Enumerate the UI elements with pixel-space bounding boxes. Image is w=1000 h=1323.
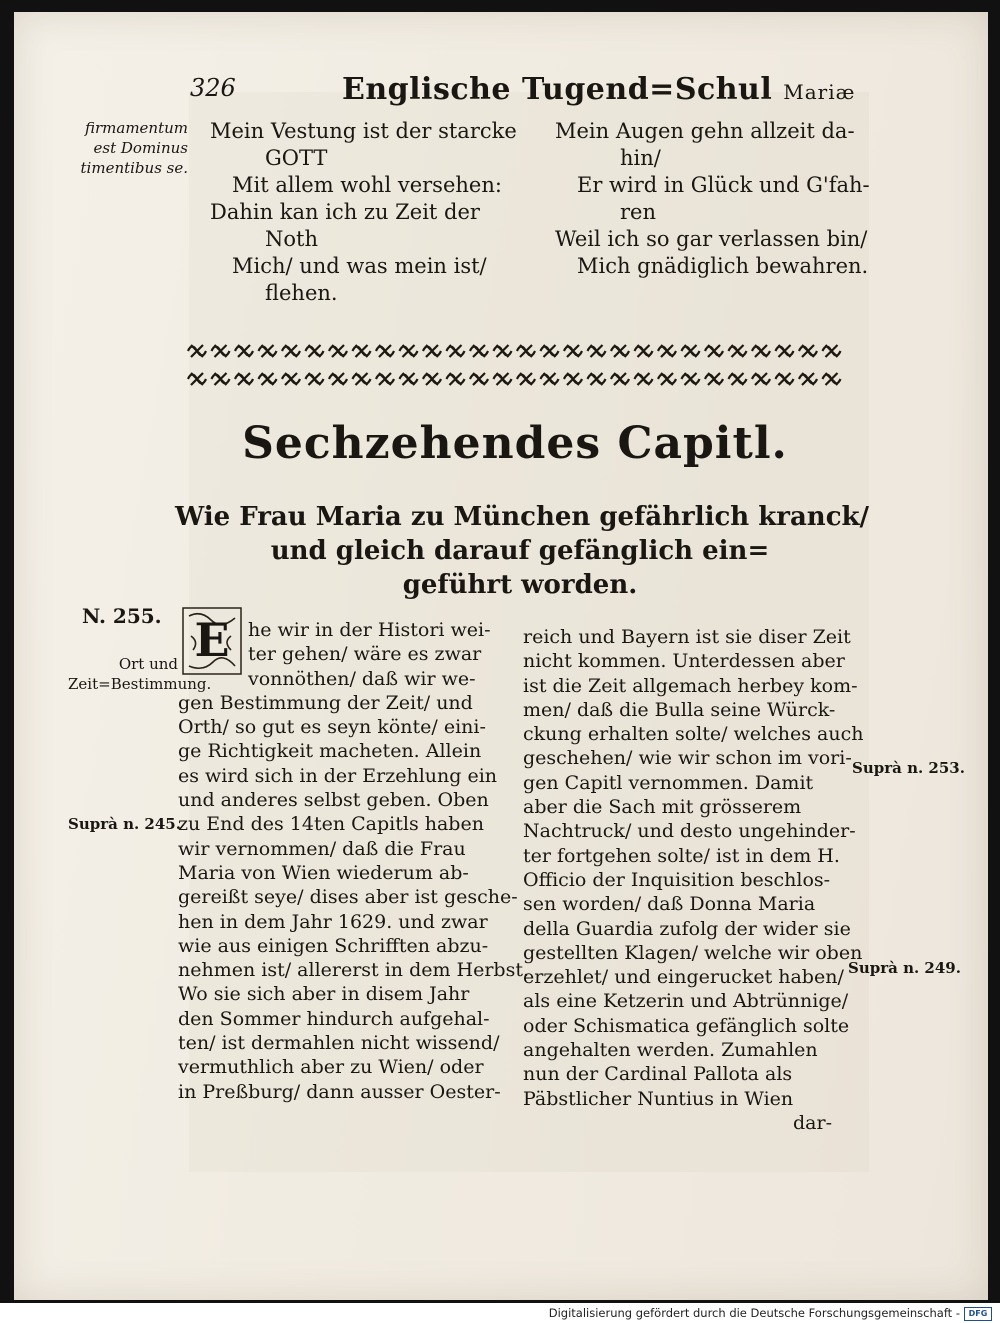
dfg-logo: DFG [964, 1307, 992, 1321]
ornament-glyph [752, 345, 770, 357]
verse-left [210, 118, 520, 307]
verse-line: Mich/ und was mein ist/ [232, 254, 487, 278]
text-line: ckung erhalten solte/ welches auch [523, 723, 864, 746]
text-line: Officio der Inquisition beschlos- [523, 868, 831, 891]
ornament-glyph [353, 345, 371, 357]
ornament-glyph [564, 373, 582, 385]
text-line: gen Capitl vernommen. Damit [523, 771, 814, 794]
ornament-glyph [423, 345, 441, 357]
text-line: reich und Bayern ist sie diser Zeit [523, 626, 851, 648]
verse-line: flehen. [265, 281, 338, 305]
text-line: ten/ ist dermahlen nicht wissend/ [178, 1032, 500, 1055]
ornament-glyph [306, 345, 324, 357]
ornament-glyph [799, 373, 817, 385]
ornament-glyph [705, 373, 723, 385]
ornament-glyph [447, 373, 465, 385]
ornament-glyph [517, 373, 535, 385]
ornament-glyph [635, 345, 653, 357]
ornament-glyph [212, 345, 230, 357]
ornament-glyph [494, 373, 512, 385]
text-line: hen in dem Jahr 1629. und zwar [178, 910, 488, 933]
text-line: ter fortgehen solte/ ist in dem H. [523, 844, 840, 867]
ornamental-border [185, 335, 857, 399]
text-line: geschehen/ wie wir schon im vori- [523, 747, 852, 770]
ornament-glyph [752, 373, 770, 385]
ornament-glyph [470, 373, 488, 385]
running-title-caps: Mariæ [783, 80, 856, 104]
text-line: aber die Sach mit grösserem [523, 796, 802, 819]
ornament-glyph [376, 373, 394, 385]
ornament-glyph [212, 373, 230, 385]
text-line: zu End des 14ten Capitls haben [178, 813, 484, 836]
text-line: Päbstlicher Nuntius in Wien [523, 1087, 794, 1110]
ornament-glyph [259, 345, 277, 357]
ornament-glyph [588, 345, 606, 357]
verse-line: Weil ich so gar verlassen bin/ [555, 227, 868, 251]
ornament-glyph [494, 345, 512, 357]
text-line: men/ daß die Bulla seine Würck- [523, 698, 836, 721]
ornament-glyph [329, 373, 347, 385]
verse-line: GOTT [265, 146, 328, 170]
verse-line: Er wird in Glück und G'fah- [577, 173, 870, 197]
ornament-glyph [282, 373, 300, 385]
ornament-glyph [541, 345, 559, 357]
text-line: he wir in der Histori wei- [248, 619, 491, 641]
text-column-right [523, 625, 864, 1135]
ornament-glyph [588, 373, 606, 385]
margin-latin-line: est Dominus [93, 139, 188, 157]
ornament-glyph [306, 373, 324, 385]
text-line: della Guardia zufolg der wider sie [523, 917, 851, 940]
text-line: nicht kommen. Unterdessen aber [523, 650, 845, 673]
text-line: wir vernommen/ daß die Frau [178, 837, 466, 860]
margin-note-supra-245: Suprà n. 245. [68, 815, 181, 833]
text-line: oder Schismatica gefänglich solte [523, 1014, 850, 1037]
verse-line: Dahin kan ich zu Zeit der [210, 200, 480, 224]
verse-right [555, 118, 870, 280]
margin-note-supra-253: Suprà n. 253. [852, 759, 965, 777]
running-title-text: Englische Tugend=Schul [342, 72, 773, 107]
text-line: Wo sie sich aber in disem Jahr [178, 983, 470, 1006]
text-line: nehmen ist/ allererst in dem Herbst. [178, 959, 530, 982]
running-head [0, 72, 1000, 112]
ornament-glyph [188, 373, 206, 385]
margin-latin-note [72, 118, 188, 178]
subtitle-line: geführt worden. [402, 570, 638, 600]
ornament-glyph [799, 345, 817, 357]
ornament-glyph [423, 373, 441, 385]
ornament-glyph [658, 345, 676, 357]
chapter-subtitle [175, 500, 870, 602]
margin-number: N. 255. [82, 604, 162, 628]
text-line: ge Richtigkeit macheten. Allein [178, 740, 482, 763]
footer-bar [0, 1303, 1000, 1323]
ornament-glyph [353, 373, 371, 385]
text-line: vonnöthen/ daß wir we- [248, 667, 476, 690]
margin-note-ort: Ort und Zeit=Bestimmung. [68, 655, 212, 693]
ornament-glyph [400, 345, 418, 357]
text-line: gereißt seye/ dises aber ist gesche- [178, 886, 518, 909]
text-line: Maria von Wien wiederum ab- [178, 861, 469, 884]
ornament-glyph [823, 373, 841, 385]
ornament-glyph [682, 345, 700, 357]
ornament-glyph [729, 345, 747, 357]
ornament-glyph [400, 373, 418, 385]
ornament-glyph [658, 373, 676, 385]
text-line: Nachtruck/ und desto ungehinder- [523, 820, 856, 843]
text-line: ter gehen/ wäre es zwar [248, 643, 482, 666]
text-line: wie aus einigen Schrifften abzu- [178, 934, 489, 957]
verse-line: hin/ [620, 146, 661, 170]
ornament-glyph [635, 373, 653, 385]
text-column-left [178, 618, 530, 1104]
text-line: dar- [793, 1111, 832, 1134]
ornament-glyph [376, 345, 394, 357]
page-number: 326 [190, 74, 236, 102]
dropcap-letter: E [194, 613, 230, 667]
text-line: es wird sich in der Erzehlung ein [178, 764, 498, 787]
text-line: in Preßburg/ dann ausser Oester- [178, 1080, 501, 1103]
ornament-glyph [329, 345, 347, 357]
text-line: sen worden/ daß Donna Maria [523, 893, 816, 916]
ornament-glyph [282, 345, 300, 357]
text-line: angehalten werden. Zumahlen [523, 1039, 818, 1062]
ornament-glyph [259, 373, 277, 385]
chapter-title: Sechzehendes Capitl. [242, 418, 788, 469]
text-line: ist die Zeit allgemach herbey kom- [523, 674, 858, 697]
ornament-glyph [188, 345, 206, 357]
ornament-glyph [705, 345, 723, 357]
subtitle-line: und gleich darauf gefänglich ein= [270, 536, 770, 566]
text-line: gen Bestimmung der Zeit/ und [178, 691, 473, 714]
margin-latin-line: firmamentum [84, 119, 188, 137]
text-line: Orth/ so gut es seyn könte/ eini- [178, 716, 486, 739]
ornament-glyph [235, 345, 253, 357]
text-line: gestellten Klagen/ welche wir oben [523, 941, 863, 964]
verse-line: Mein Vestung ist der starcke [210, 119, 517, 143]
subtitle-line: Wie Frau Maria zu München gefährlich kranck/ [175, 502, 870, 532]
running-title [342, 72, 855, 107]
ornament-glyph [564, 345, 582, 357]
ornament-glyph [729, 373, 747, 385]
verse-line: Mit allem wohl versehen: [232, 173, 502, 197]
text-line: erzehlet/ und eingerucket haben/ [523, 966, 844, 989]
margin-note-supra-249: Suprà n. 249. [848, 959, 961, 977]
ornament-glyph [823, 345, 841, 357]
ornament-glyph [611, 345, 629, 357]
footer-credit: Digitalisierung gefördert durch die Deutsche Forschungsgemeinschaft - [548, 1306, 960, 1320]
verse-line: Noth [265, 227, 318, 251]
verse-line: Mein Augen gehn allzeit da- [555, 119, 855, 143]
ornament-row [188, 345, 841, 385]
ornament-glyph [235, 373, 253, 385]
margin-latin-line: timentibus se. [80, 159, 188, 177]
ornament-glyph [776, 373, 794, 385]
ornament-glyph [682, 373, 700, 385]
ornament-glyph [611, 373, 629, 385]
ornament-glyph [447, 345, 465, 357]
text-line: als eine Ketzerin und Abtrünnige/ [523, 990, 849, 1013]
text-line: nun der Cardinal Pallota als [523, 1063, 793, 1086]
verse-line: ren [620, 200, 656, 224]
text-line: vermuthlich aber zu Wien/ oder [178, 1056, 484, 1079]
text-line: den Sommer hindurch aufgehal- [178, 1007, 490, 1030]
text-line: und anderes selbst geben. Oben [178, 789, 489, 812]
ornament-glyph [517, 345, 535, 357]
ornament-glyph [541, 373, 559, 385]
ornament-glyph [470, 345, 488, 357]
ornament-glyph [776, 345, 794, 357]
verse-line: Mich gnädiglich bewahren. [577, 254, 869, 278]
